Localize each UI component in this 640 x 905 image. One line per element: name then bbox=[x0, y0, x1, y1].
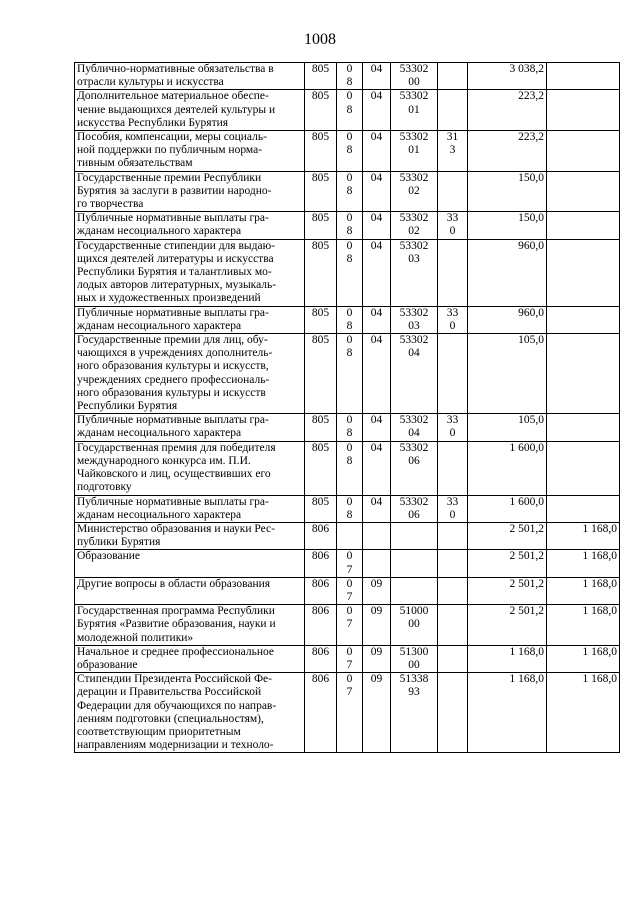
table-row bbox=[75, 131, 620, 172]
expense-type-code bbox=[438, 550, 468, 577]
target-article-code bbox=[391, 63, 438, 90]
expense-type-code bbox=[438, 414, 468, 441]
expense-type-code bbox=[438, 605, 468, 646]
ministry-code: 805 bbox=[305, 495, 337, 522]
expense-type-code bbox=[438, 212, 468, 239]
target-article-code-part: 01 bbox=[408, 144, 420, 157]
amount-federal: 1 168,0 bbox=[547, 673, 620, 753]
target-article-code bbox=[391, 306, 438, 333]
expense-type-code bbox=[438, 239, 468, 306]
row-title-line: ного образования культуры и искусств, bbox=[77, 360, 269, 373]
ministry-code: 806 bbox=[305, 645, 337, 672]
row-title-line: Публичные нормативные выплаты гра- bbox=[77, 414, 269, 427]
expense-type-code bbox=[438, 441, 468, 495]
target-article-code-part: 93 bbox=[408, 686, 420, 699]
target-article-code bbox=[391, 495, 438, 522]
section-code-part: 8 bbox=[346, 347, 353, 360]
amount-total: 960,0 bbox=[468, 239, 547, 306]
subsection-code: 04 bbox=[363, 306, 391, 333]
row-title-line: Пособия, компенсации, меры социаль- bbox=[77, 131, 267, 144]
row-title-line: Бурятия «Развитие образования, науки и bbox=[77, 618, 276, 631]
amount-total: 2 501,2 bbox=[468, 522, 547, 549]
target-article-code-part: 04 bbox=[408, 347, 420, 360]
target-article-code-part: 03 bbox=[408, 252, 420, 265]
row-title-line: Государственные премии для лиц, обу- bbox=[77, 334, 268, 347]
row-title bbox=[75, 495, 305, 522]
row-title-line: жданам несоциального характера bbox=[77, 225, 242, 238]
amount-federal bbox=[547, 63, 620, 90]
section-code bbox=[337, 334, 363, 414]
row-title bbox=[75, 522, 305, 549]
row-title bbox=[75, 239, 305, 306]
section-code-part: 7 bbox=[346, 563, 353, 576]
row-title-line: Государственная программа Республики bbox=[77, 605, 275, 618]
ministry-code: 805 bbox=[305, 131, 337, 172]
section-code-part: 0 bbox=[346, 414, 353, 427]
expense-type-code bbox=[438, 495, 468, 522]
row-title-line: ных и художественных произведений bbox=[77, 292, 261, 305]
target-article-code bbox=[391, 522, 438, 549]
row-title bbox=[75, 441, 305, 495]
section-code bbox=[337, 90, 363, 131]
ministry-code: 805 bbox=[305, 441, 337, 495]
amount-federal bbox=[547, 239, 620, 306]
row-title-line: учреждениях среднего профессиональ- bbox=[77, 373, 270, 386]
subsection-code: 04 bbox=[363, 171, 391, 212]
section-code bbox=[337, 605, 363, 646]
amount-total: 1 600,0 bbox=[468, 441, 547, 495]
row-title-line: Дополнительное материальное обеспе- bbox=[77, 90, 269, 103]
row-title-line: жданам несоциального характера bbox=[77, 319, 242, 332]
row-title-line: международного конкурса им. П.И. bbox=[77, 454, 251, 467]
subsection-code: 04 bbox=[363, 63, 391, 90]
target-article-code-part: 53302 bbox=[399, 414, 429, 427]
row-title bbox=[75, 131, 305, 172]
subsection-code: 09 bbox=[363, 645, 391, 672]
expense-type-code bbox=[438, 577, 468, 604]
ministry-code: 805 bbox=[305, 171, 337, 212]
amount-total: 960,0 bbox=[468, 306, 547, 333]
row-title bbox=[75, 414, 305, 441]
row-title-line: лениям подготовки (специальностям), bbox=[77, 712, 264, 725]
subsection-code: 04 bbox=[363, 334, 391, 414]
section-code bbox=[337, 550, 363, 577]
target-article-code-part: 53302 bbox=[399, 495, 429, 508]
ministry-code: 805 bbox=[305, 334, 337, 414]
row-title-line: Публичные нормативные выплаты гра- bbox=[77, 212, 269, 225]
row-title-line: Стипендии Президента Российской Фе- bbox=[77, 673, 272, 686]
target-article-code-part: 00 bbox=[408, 658, 420, 671]
row-title-line: го творчества bbox=[77, 198, 144, 211]
section-code-part: 0 bbox=[346, 63, 353, 75]
section-code-part: 0 bbox=[346, 550, 353, 563]
amount-federal: 1 168,0 bbox=[547, 645, 620, 672]
expense-type-code-part: 0 bbox=[449, 508, 456, 521]
row-title-line: Республики Бурятия bbox=[77, 400, 178, 413]
amount-federal bbox=[547, 306, 620, 333]
section-code-part: 8 bbox=[346, 225, 353, 238]
amount-total: 223,2 bbox=[468, 131, 547, 172]
target-article-code bbox=[391, 90, 438, 131]
subsection-code: 04 bbox=[363, 212, 391, 239]
table-row bbox=[75, 239, 620, 306]
amount-federal: 1 168,0 bbox=[547, 577, 620, 604]
subsection-code: 04 bbox=[363, 495, 391, 522]
section-code-part: 0 bbox=[346, 334, 353, 347]
amount-total: 150,0 bbox=[468, 171, 547, 212]
section-code-part: 0 bbox=[346, 495, 353, 508]
ministry-code: 806 bbox=[305, 550, 337, 577]
target-article-code-part: 53302 bbox=[399, 334, 429, 347]
section-code-part: 0 bbox=[346, 605, 353, 618]
row-title-line: направлениям модернизации и техноло- bbox=[77, 739, 274, 752]
amount-total: 3 038,2 bbox=[468, 63, 547, 90]
row-title-line: Бурятия за заслуги в развитии народно- bbox=[77, 184, 272, 197]
table-row bbox=[75, 414, 620, 441]
subsection-code: 04 bbox=[363, 90, 391, 131]
section-code-part: 0 bbox=[346, 673, 353, 686]
row-title bbox=[75, 171, 305, 212]
section-code-part: 8 bbox=[346, 252, 353, 265]
row-title-line: жданам несоциального характера bbox=[77, 427, 242, 440]
amount-federal bbox=[547, 212, 620, 239]
table-row bbox=[75, 495, 620, 522]
ministry-code: 806 bbox=[305, 522, 337, 549]
target-article-code bbox=[391, 212, 438, 239]
section-code-part: 0 bbox=[346, 90, 353, 103]
page-number: 1008 bbox=[304, 31, 336, 48]
table-row bbox=[75, 441, 620, 495]
ministry-code: 805 bbox=[305, 239, 337, 306]
row-title-line: отрасли культуры и искусства bbox=[77, 76, 224, 89]
target-article-code-part: 00 bbox=[408, 618, 420, 631]
ministry-code: 806 bbox=[305, 605, 337, 646]
expense-type-code bbox=[438, 645, 468, 672]
expense-type-code-part: 31 bbox=[446, 131, 459, 144]
section-code-part: 7 bbox=[346, 590, 353, 603]
row-title-line: Публичные нормативные выплаты гра- bbox=[77, 495, 269, 508]
target-article-code bbox=[391, 239, 438, 306]
expense-type-code-part: 33 bbox=[446, 306, 459, 319]
section-code bbox=[337, 131, 363, 172]
target-article-code-part: 53302 bbox=[399, 441, 429, 454]
section-code bbox=[337, 441, 363, 495]
row-title bbox=[75, 63, 305, 90]
target-article-code-part: 51338 bbox=[399, 673, 429, 686]
target-article-code bbox=[391, 645, 438, 672]
section-code bbox=[337, 577, 363, 604]
target-article-code bbox=[391, 673, 438, 753]
expense-type-code bbox=[438, 63, 468, 90]
section-code-part: 8 bbox=[346, 319, 353, 332]
amount-federal bbox=[547, 334, 620, 414]
table-row bbox=[75, 577, 620, 604]
target-article-code-part: 06 bbox=[408, 508, 420, 521]
section-code bbox=[337, 306, 363, 333]
target-article-code-part: 51300 bbox=[399, 645, 429, 658]
target-article-code-part: 53302 bbox=[399, 131, 429, 144]
ministry-code: 805 bbox=[305, 90, 337, 131]
target-article-code-part: 06 bbox=[408, 454, 420, 467]
expense-type-code bbox=[438, 131, 468, 172]
section-code-part: 8 bbox=[346, 144, 353, 157]
table-row bbox=[75, 550, 620, 577]
target-article-code-part: 01 bbox=[408, 103, 420, 116]
target-article-code-part: 04 bbox=[408, 427, 420, 440]
subsection-code: 09 bbox=[363, 577, 391, 604]
target-article-code bbox=[391, 577, 438, 604]
amount-federal bbox=[547, 90, 620, 131]
section-code bbox=[337, 673, 363, 753]
section-code bbox=[337, 239, 363, 306]
target-article-code-part: 53302 bbox=[399, 63, 429, 75]
amount-federal: 1 168,0 bbox=[547, 605, 620, 646]
row-title bbox=[75, 645, 305, 672]
section-code bbox=[337, 495, 363, 522]
target-article-code-part: 02 bbox=[408, 225, 420, 238]
row-title-line: щихся деятелей литературы и искусства bbox=[77, 252, 274, 265]
target-article-code bbox=[391, 334, 438, 414]
row-title bbox=[75, 90, 305, 131]
target-article-code-part: 53302 bbox=[399, 90, 429, 103]
target-article-code-part: 53302 bbox=[399, 171, 429, 184]
row-title-line: Республики Бурятия и талантливых мо- bbox=[77, 266, 272, 279]
row-title-line: Чайковского и лиц, осуществивших его bbox=[77, 468, 271, 481]
section-code-part: 0 bbox=[346, 441, 353, 454]
expense-type-code bbox=[438, 334, 468, 414]
table-row bbox=[75, 334, 620, 414]
row-title-line: ной поддержки по публичным норма- bbox=[77, 144, 263, 157]
expense-type-code bbox=[438, 673, 468, 753]
amount-total: 105,0 bbox=[468, 414, 547, 441]
section-code-part: 8 bbox=[346, 454, 353, 467]
row-title-line: чение выдающихся деятелей культуры и bbox=[77, 103, 276, 116]
ministry-code: 805 bbox=[305, 212, 337, 239]
amount-total: 2 501,2 bbox=[468, 605, 547, 646]
target-article-code-part: 53302 bbox=[399, 212, 429, 225]
subsection-code: 09 bbox=[363, 605, 391, 646]
row-title bbox=[75, 550, 305, 577]
target-article-code bbox=[391, 131, 438, 172]
amount-total: 223,2 bbox=[468, 90, 547, 131]
section-code-part: 0 bbox=[346, 306, 353, 319]
ministry-code: 806 bbox=[305, 673, 337, 753]
table-row bbox=[75, 90, 620, 131]
row-title-line: Публичные нормативные выплаты гра- bbox=[77, 306, 269, 319]
ministry-code: 805 bbox=[305, 63, 337, 90]
amount-federal bbox=[547, 495, 620, 522]
amount-total: 1 168,0 bbox=[468, 673, 547, 753]
amount-federal bbox=[547, 441, 620, 495]
amount-total: 2 501,2 bbox=[468, 577, 547, 604]
expense-type-code-part: 33 bbox=[446, 414, 459, 427]
row-title-line: подготовку bbox=[77, 481, 132, 494]
row-title-line: лодых авторов литературных, музыкаль- bbox=[77, 279, 277, 292]
subsection-code bbox=[363, 550, 391, 577]
row-title-line: Министерство образования и науки Рес- bbox=[77, 522, 275, 535]
target-article-code bbox=[391, 550, 438, 577]
target-article-code bbox=[391, 441, 438, 495]
ministry-code: 805 bbox=[305, 414, 337, 441]
section-code-part: 0 bbox=[346, 239, 353, 252]
target-article-code-part: 53302 bbox=[399, 306, 429, 319]
target-article-code-part: 03 bbox=[408, 319, 420, 332]
subsection-code: 09 bbox=[363, 673, 391, 753]
row-title-line: Другие вопросы в области образования bbox=[77, 577, 271, 590]
section-code-part: 8 bbox=[346, 76, 353, 89]
amount-total: 105,0 bbox=[468, 334, 547, 414]
amount-federal bbox=[547, 414, 620, 441]
ministry-code: 805 bbox=[305, 306, 337, 333]
row-title-line: Государственная премия для победителя bbox=[77, 441, 276, 454]
row-title-line: Публично-нормативные обязательства в bbox=[77, 63, 274, 75]
table-row bbox=[75, 171, 620, 212]
subsection-code: 04 bbox=[363, 239, 391, 306]
section-code-part: 8 bbox=[346, 103, 353, 116]
section-code-part: 8 bbox=[346, 508, 353, 521]
expense-type-code-part: 0 bbox=[449, 319, 456, 332]
budget-table bbox=[74, 62, 620, 753]
expense-type-code bbox=[438, 306, 468, 333]
section-code bbox=[337, 212, 363, 239]
row-title bbox=[75, 212, 305, 239]
section-code-part: 0 bbox=[346, 131, 353, 144]
section-code-part: 7 bbox=[346, 686, 353, 699]
table-row bbox=[75, 212, 620, 239]
table-row bbox=[75, 673, 620, 753]
row-title-line: публики Бурятия bbox=[77, 536, 161, 549]
row-title bbox=[75, 673, 305, 753]
amount-total: 150,0 bbox=[468, 212, 547, 239]
table-body bbox=[75, 63, 620, 753]
ministry-code: 806 bbox=[305, 577, 337, 604]
expense-type-code bbox=[438, 522, 468, 549]
row-title-line: дерации и Правительства Российской bbox=[77, 686, 262, 699]
expense-type-code-part: 3 bbox=[449, 144, 456, 157]
section-code bbox=[337, 171, 363, 212]
row-title-line: Начальное и среднее профессиональное bbox=[77, 645, 274, 658]
expense-type-code-part: 0 bbox=[449, 427, 456, 440]
amount-total: 1 600,0 bbox=[468, 495, 547, 522]
amount-federal bbox=[547, 171, 620, 212]
table-row bbox=[75, 306, 620, 333]
section-code bbox=[337, 522, 363, 549]
row-title-line: соответствующим приоритетным bbox=[77, 725, 241, 738]
section-code-part: 0 bbox=[346, 171, 353, 184]
row-title bbox=[75, 605, 305, 646]
row-title-line: жданам несоциального характера bbox=[77, 508, 242, 521]
target-article-code bbox=[391, 414, 438, 441]
subsection-code bbox=[363, 522, 391, 549]
subsection-code: 04 bbox=[363, 131, 391, 172]
row-title-line: чающихся в учреждениях дополнитель- bbox=[77, 347, 273, 360]
amount-federal bbox=[547, 131, 620, 172]
row-title-line: Государственные премии Республики bbox=[77, 171, 262, 184]
target-article-code-part: 53302 bbox=[399, 239, 429, 252]
section-code-part: 7 bbox=[346, 618, 353, 631]
target-article-code-part: 00 bbox=[408, 76, 420, 89]
expense-type-code-part: 33 bbox=[446, 212, 459, 225]
subsection-code: 04 bbox=[363, 441, 391, 495]
table-row bbox=[75, 522, 620, 549]
section-code-part: 0 bbox=[346, 212, 353, 225]
expense-type-code bbox=[438, 90, 468, 131]
target-article-code bbox=[391, 605, 438, 646]
row-title-line: искусства Республики Бурятия bbox=[77, 116, 229, 129]
row-title-line: Образование bbox=[77, 550, 141, 563]
section-code bbox=[337, 63, 363, 90]
row-title-line: Федерации для обучающихся по направ- bbox=[77, 699, 277, 712]
table-row bbox=[75, 645, 620, 672]
row-title bbox=[75, 577, 305, 604]
target-article-code-part: 02 bbox=[408, 184, 420, 197]
expense-type-code-part: 33 bbox=[446, 495, 459, 508]
section-code bbox=[337, 645, 363, 672]
row-title bbox=[75, 306, 305, 333]
row-title-line: ного образования культуры и искусств bbox=[77, 386, 266, 399]
section-code bbox=[337, 414, 363, 441]
section-code-part: 0 bbox=[346, 645, 353, 658]
section-code-part: 7 bbox=[346, 658, 353, 671]
amount-total: 2 501,2 bbox=[468, 550, 547, 577]
section-code-part: 0 bbox=[346, 577, 353, 590]
section-code-part: 8 bbox=[346, 427, 353, 440]
amount-total: 1 168,0 bbox=[468, 645, 547, 672]
amount-federal: 1 168,0 bbox=[547, 550, 620, 577]
section-code-part: 8 bbox=[346, 184, 353, 197]
target-article-code-part: 51000 bbox=[399, 605, 429, 618]
row-title-line: Государственные стипендии для выдаю- bbox=[77, 239, 275, 252]
table-row bbox=[75, 63, 620, 90]
row-title-line: молодежной политики» bbox=[77, 631, 194, 644]
amount-federal: 1 168,0 bbox=[547, 522, 620, 549]
expense-type-code bbox=[438, 171, 468, 212]
table-row bbox=[75, 605, 620, 646]
row-title bbox=[75, 334, 305, 414]
expense-type-code-part: 0 bbox=[449, 225, 456, 238]
row-title-line: образование bbox=[77, 658, 138, 671]
row-title-line: тивным обязательствам bbox=[77, 157, 193, 170]
target-article-code bbox=[391, 171, 438, 212]
subsection-code: 04 bbox=[363, 414, 391, 441]
